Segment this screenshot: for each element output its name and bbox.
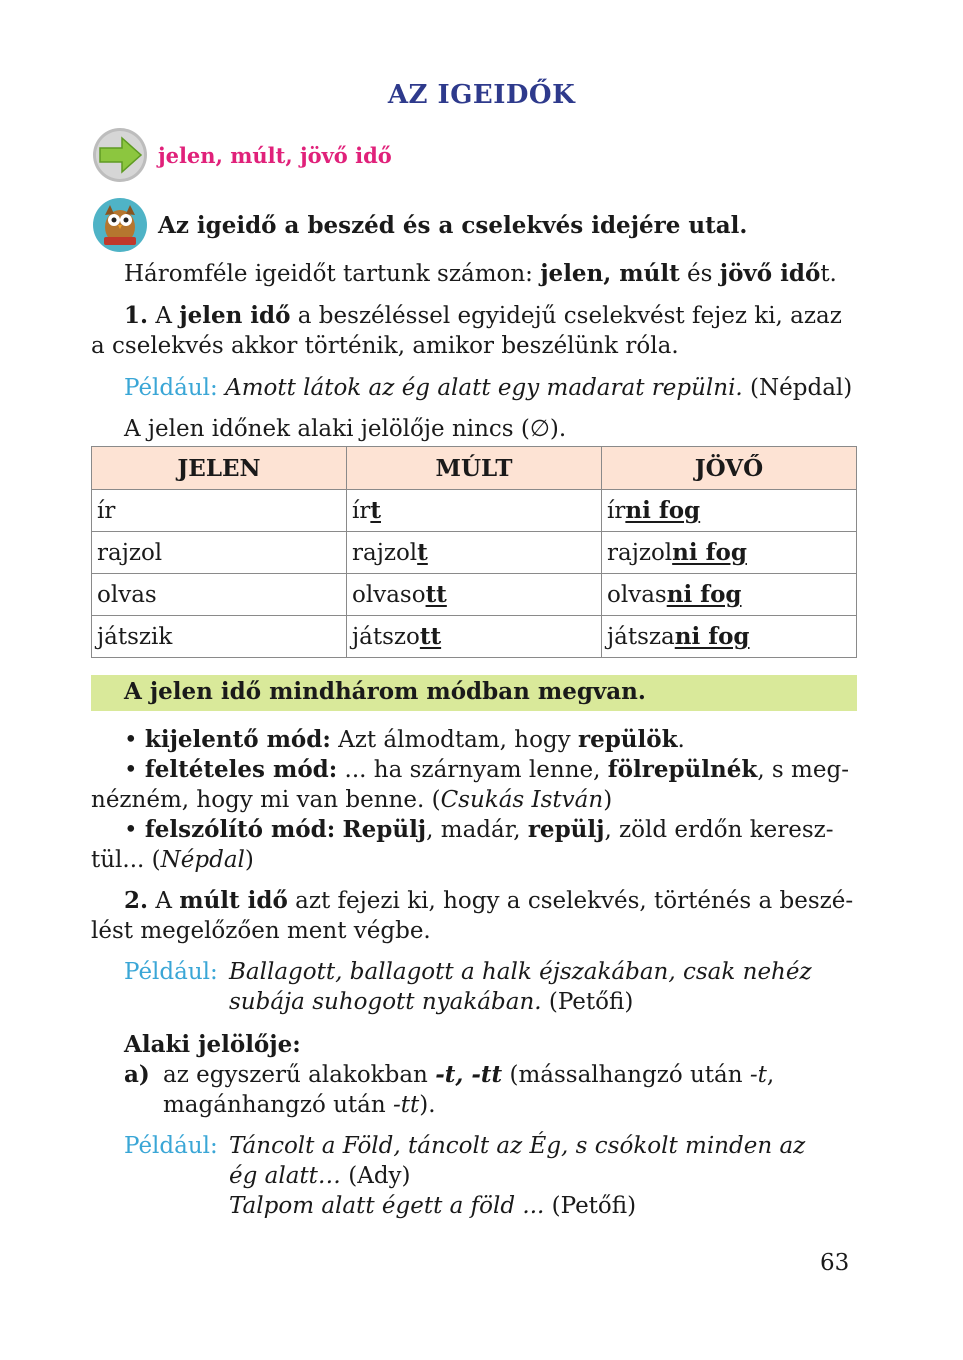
example-1: Például: Amott látok az ég alatt egy madarat repülni. (Népdal) xyxy=(124,375,853,401)
paragraph-1-line-2: a cselekvés akkor történik, amikor beszélünk róla. xyxy=(91,333,679,359)
rule-statement: Az igeidő a beszéd és a cselekvés idejére utal. xyxy=(158,212,748,239)
example-3-line-1: Táncolt a Föld, táncolt az Ég, s csókolt minden az xyxy=(229,1133,806,1159)
bullet-conditional-line-1: • feltételes mód: ... ha szárnyam lenne, fölrepülnék, s meg- xyxy=(124,756,849,783)
table-row: olvas olvasott olvasni fog xyxy=(92,574,857,616)
header-jelen: JELEN xyxy=(92,447,347,490)
table-row: játszik játszott játszani fog xyxy=(92,616,857,658)
paragraph-2-line-2: lést megelőzően ment végbe. xyxy=(91,918,431,944)
paragraph-1-line-1: 1. A jelen idő a beszéléssel egyidejű cselekvést fejez ki, azaz xyxy=(124,302,842,329)
example-3-line-2: ég alatt… (Ady) xyxy=(229,1163,411,1189)
page-title: AZ IGEIDŐK xyxy=(387,80,576,110)
subtitle: jelen, múlt, jövő idő xyxy=(158,143,392,168)
header-jovo: JÖVŐ xyxy=(602,447,857,490)
header-mult: MÚLT xyxy=(347,447,602,490)
marker-a-letter: a) xyxy=(124,1061,150,1088)
arrow-right-icon xyxy=(92,127,148,183)
bullet-conditional-line-2: nézném, hogy mi van benne. (Csukás István) xyxy=(91,787,613,813)
owl-icon xyxy=(92,197,148,253)
intro-line: Háromféle igeidőt tartunk számon: jelen, múlt és jövő időt. xyxy=(124,260,837,287)
table-row: rajzol rajzolt rajzolni fog xyxy=(92,532,857,574)
highlight-text: A jelen idő mindhárom módban megvan. xyxy=(124,678,646,705)
example-2-line-1: Ballagott, ballagott a halk éjszakában, csak nehéz xyxy=(229,959,812,985)
example-2-label: Például: xyxy=(124,959,218,985)
marker-heading: Alaki jelölője: xyxy=(124,1031,301,1058)
page-number: 63 xyxy=(820,1250,850,1276)
example-3-line-3: Talpom alatt égett a föld ... (Petőfi) xyxy=(229,1193,637,1219)
bullet-imperative-line-1: • felszólító mód: Repülj, madár, repülj, zöld erdőn keresz- xyxy=(124,816,834,843)
bullet-imperative-line-2: tül... (Népdal) xyxy=(91,847,254,873)
paragraph-2-line-1: 2. A múlt idő azt fejezi ki, hogy a cselekvés, történés a beszé- xyxy=(124,887,854,914)
tense-table xyxy=(91,446,857,658)
marker-a-line-1: az egyszerű alakokban -t, -tt (mássalhangzó után -t, xyxy=(163,1061,775,1088)
example-2-line-2: subája suhogott nyakában. (Petőfi) xyxy=(229,989,634,1015)
marker-a-line-2: magánhangzó után -tt). xyxy=(163,1092,436,1118)
example-3-label: Például: xyxy=(124,1133,218,1159)
no-marker-note: A jelen időnek alaki jelölője nincs (∅). xyxy=(124,416,567,442)
bullet-indicative: • kijelentő mód: Azt álmodtam, hogy repülök. xyxy=(124,726,685,753)
table-row: ír írt írni fog xyxy=(92,490,857,532)
